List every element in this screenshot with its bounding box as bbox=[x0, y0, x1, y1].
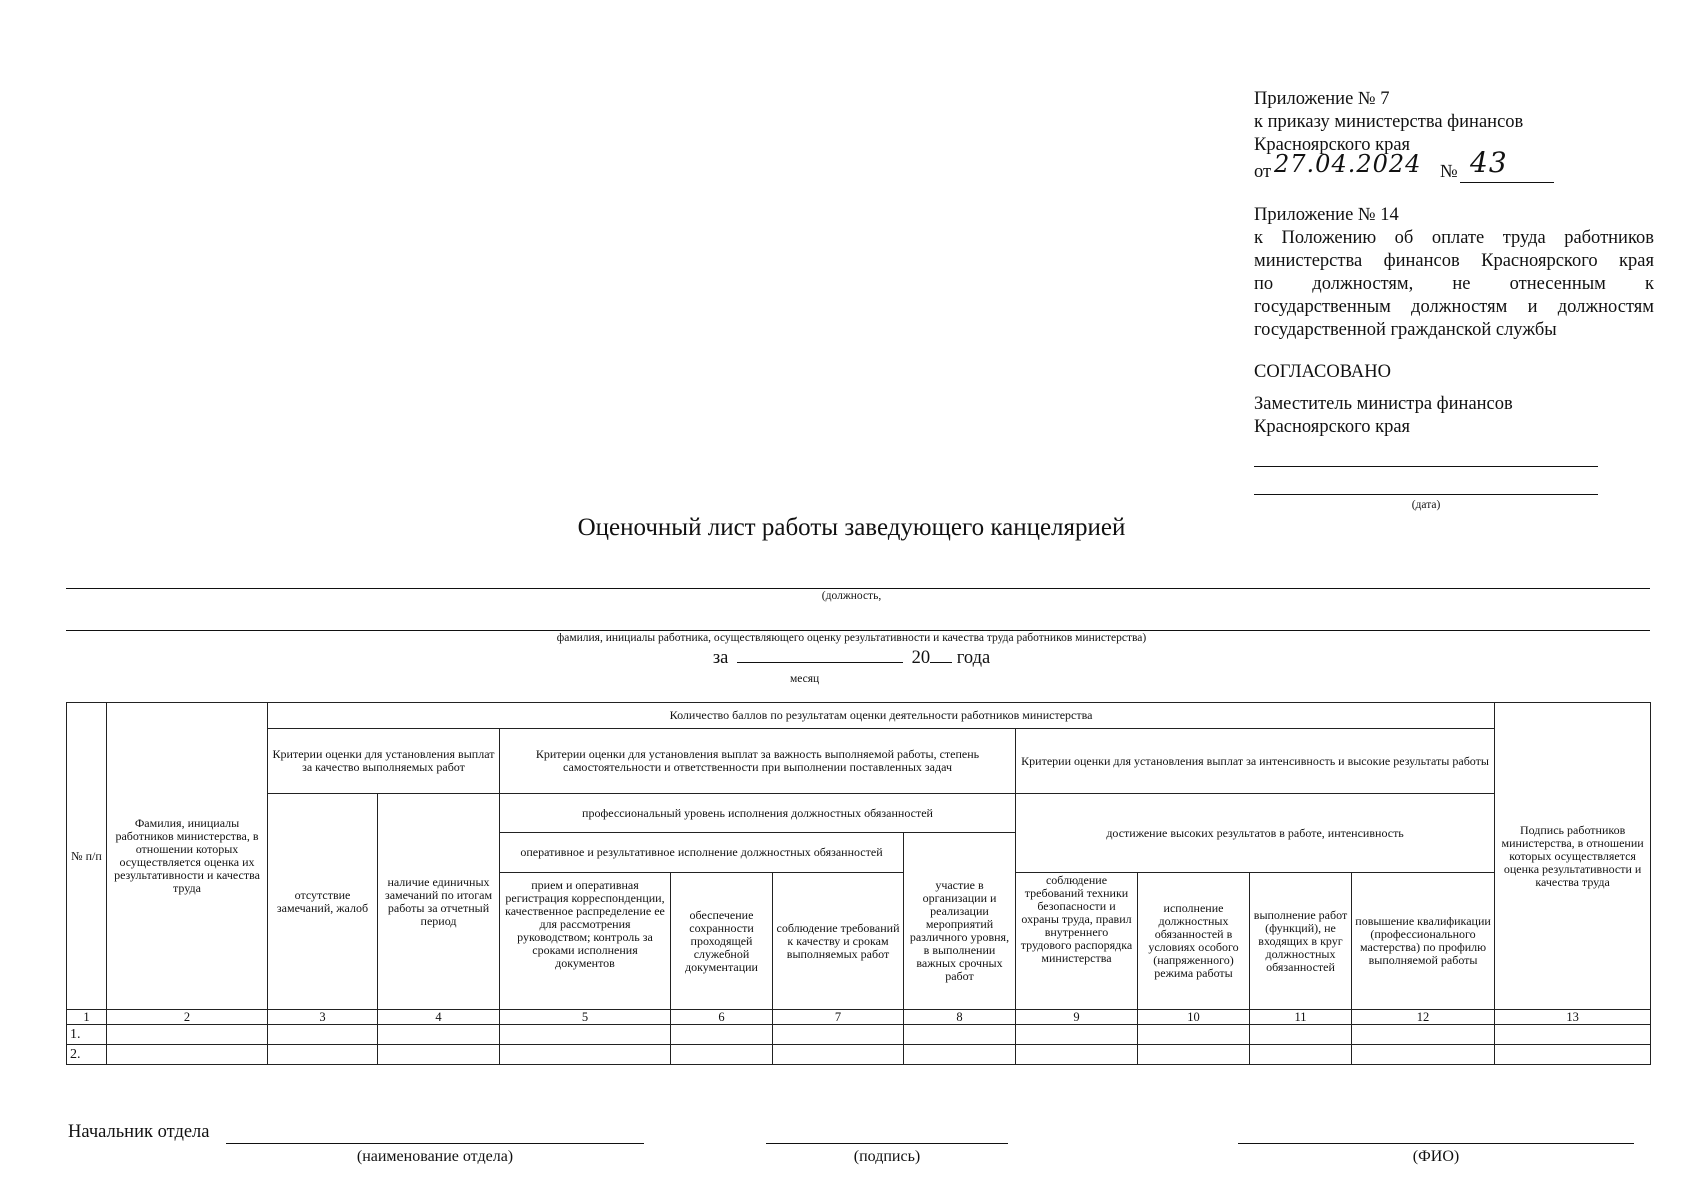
year-blank bbox=[930, 648, 952, 663]
appendix14-line2: к Положению об оплате труда работников bbox=[1254, 228, 1654, 248]
table-cell[interactable] bbox=[904, 1025, 1016, 1045]
table-row bbox=[67, 1045, 1651, 1065]
col7-header: соблюдение требований к качеству и срокам выполняемых работ bbox=[773, 873, 904, 1010]
appendix14-line5: государственным должностям и должностям bbox=[1254, 297, 1654, 317]
order-date-handwritten: 27.04.2024 bbox=[1274, 150, 1422, 178]
appendix7-line1: Приложение № 7 bbox=[1254, 89, 1390, 109]
table-cell[interactable] bbox=[1495, 1025, 1651, 1045]
col9-header: соблюдение требований техники безопасности и охраны труда, правил внутреннего трудового распорядка министерства bbox=[1016, 873, 1138, 1010]
col12-header: повышение квалификации (профессионального мастерства) по профилю выполняемой работы bbox=[1352, 873, 1495, 1010]
row-number: 1. bbox=[67, 1025, 107, 1045]
table-cell[interactable] bbox=[500, 1025, 671, 1045]
group-main-header: Количество баллов по результатам оценки деятельности работников министерства bbox=[268, 703, 1495, 729]
signature-caption: (подпись) bbox=[853, 1148, 921, 1165]
table-cell[interactable] bbox=[1495, 1045, 1651, 1065]
order-number-underline bbox=[1460, 182, 1554, 183]
column-number: 1 bbox=[67, 1010, 107, 1025]
sub-professional-header: профессиональный уровень исполнения должностных обязанностей bbox=[500, 794, 1016, 833]
col-signature-header: Подпись работников министерства, в отношении которых осуществляется оценка результативности и качества труда bbox=[1495, 703, 1651, 1010]
appendix14-line1: Приложение № 14 bbox=[1254, 205, 1399, 225]
table-cell[interactable] bbox=[671, 1045, 773, 1065]
evaluation-table bbox=[66, 702, 1651, 1065]
table-cell[interactable] bbox=[1250, 1025, 1352, 1045]
fio-caption: (ФИО) bbox=[1412, 1148, 1460, 1165]
row-number: 2. bbox=[67, 1045, 107, 1065]
number-prefix: № bbox=[1440, 162, 1458, 182]
col10-header: исполнение должностных обязанностей в условиях особого (напряженного) режима работы bbox=[1138, 873, 1250, 1010]
table-cell[interactable] bbox=[773, 1025, 904, 1045]
order-date-number-line bbox=[1254, 146, 1554, 185]
approval-date-line bbox=[1254, 494, 1598, 495]
group-quality-header: Критерии оценки для установления выплат за качество выполняемых работ bbox=[268, 729, 500, 794]
table-cell[interactable] bbox=[268, 1025, 378, 1045]
department-line bbox=[226, 1143, 644, 1144]
from-prefix: от bbox=[1254, 162, 1272, 182]
fio-line bbox=[1238, 1143, 1634, 1144]
column-number: 8 bbox=[904, 1010, 1016, 1025]
column-number: 2 bbox=[107, 1010, 268, 1025]
col-name-header: Фамилия, инициалы работников министерства, в отношении которых осуществляется оценка их результативности и качества труда bbox=[107, 703, 268, 1010]
group-intensity-header: Критерии оценки для установления выплат за интенсивность и высокие результаты работы bbox=[1016, 729, 1495, 794]
year-prefix: 20 bbox=[911, 648, 931, 668]
appendix14-line4: по должностям, не отнесенным к bbox=[1254, 274, 1654, 294]
column-numbers-row bbox=[67, 1010, 1651, 1025]
col4-header: наличие единичных замечаний по итогам работы за отчетный период bbox=[378, 794, 500, 1010]
table-cell[interactable] bbox=[1250, 1045, 1352, 1065]
column-number: 11 bbox=[1250, 1010, 1352, 1025]
column-number: 10 bbox=[1138, 1010, 1250, 1025]
name-caption: фамилия, инициалы работника, осуществляющего оценку результативности и качества труда работников министерства) bbox=[556, 632, 1147, 644]
column-number: 7 bbox=[773, 1010, 904, 1025]
table-cell[interactable] bbox=[107, 1045, 268, 1065]
col11-header: выполнение работ (функций), не входящих в круг должностных обязанностей bbox=[1250, 873, 1352, 1010]
table-cell[interactable] bbox=[1138, 1025, 1250, 1045]
table-row bbox=[67, 1025, 1651, 1045]
appendix14-block bbox=[1254, 204, 1654, 342]
col3-header: отсутствие замечаний, жалоб bbox=[268, 794, 378, 1010]
appendix7-line2: к приказу министерства финансов bbox=[1254, 112, 1524, 132]
approval-signature-line bbox=[1254, 466, 1598, 467]
sub-operational-header: оперативное и результативное исполнение должностных обязанностей bbox=[500, 833, 904, 873]
appendix7-block bbox=[1254, 88, 1554, 185]
period-prefix: за bbox=[712, 648, 729, 668]
group-importance-header: Критерии оценки для установления выплат за важность выполняемой работы, степень самостоятельности и ответственности при выполнении поставленных задач bbox=[500, 729, 1016, 794]
appendix14-line6: государственной гражданской службы bbox=[1254, 320, 1557, 340]
column-number: 5 bbox=[500, 1010, 671, 1025]
table-cell[interactable] bbox=[1352, 1025, 1495, 1045]
deputy-line1: Заместитель министра финансов bbox=[1254, 394, 1513, 414]
name-line bbox=[66, 630, 1650, 631]
column-number: 4 bbox=[378, 1010, 500, 1025]
department-caption: (наименование отдела) bbox=[356, 1148, 514, 1165]
col6-header: обеспечение сохранности проходящей служебной документации bbox=[671, 873, 773, 1010]
column-number: 6 bbox=[671, 1010, 773, 1025]
page-title: Оценочный лист работы заведующего канцелярией bbox=[577, 514, 1126, 541]
table-cell[interactable] bbox=[1016, 1045, 1138, 1065]
table-cell[interactable] bbox=[1138, 1045, 1250, 1065]
table-cell[interactable] bbox=[671, 1025, 773, 1045]
column-number: 13 bbox=[1495, 1010, 1651, 1025]
order-number-handwritten: 43 bbox=[1470, 146, 1508, 179]
table-cell[interactable] bbox=[1352, 1045, 1495, 1065]
table-cell[interactable] bbox=[1016, 1025, 1138, 1045]
table-cell[interactable] bbox=[378, 1045, 500, 1065]
table-cell[interactable] bbox=[107, 1025, 268, 1045]
table-cell[interactable] bbox=[904, 1045, 1016, 1065]
sub-achievement-header: достижение высоких результатов в работе, интенсивность bbox=[1016, 794, 1495, 873]
column-number: 12 bbox=[1352, 1010, 1495, 1025]
column-number: 3 bbox=[268, 1010, 378, 1025]
appendix7-line3: Красноярского края bbox=[1254, 135, 1411, 155]
table-cell[interactable] bbox=[378, 1025, 500, 1045]
table-cell[interactable] bbox=[500, 1045, 671, 1065]
date-caption: (дата) bbox=[1411, 499, 1441, 511]
approved-label: СОГЛАСОВАНО bbox=[1254, 362, 1391, 382]
table-cell[interactable] bbox=[268, 1045, 378, 1065]
col-number-header: № п/п bbox=[67, 703, 107, 1010]
period-suffix: года bbox=[956, 648, 991, 668]
appendix14-line3: министерства финансов Красноярского края bbox=[1254, 251, 1654, 271]
deputy-line2: Красноярского края bbox=[1254, 417, 1411, 437]
table-cell[interactable] bbox=[773, 1045, 904, 1065]
period-line bbox=[0, 648, 1703, 669]
month-blank bbox=[737, 648, 903, 663]
signature-line bbox=[766, 1143, 1008, 1144]
col8-header: участие в организации и реализации мероприятий различного уровня, в выполнении важных срочных работ bbox=[904, 833, 1016, 1010]
position-line bbox=[66, 588, 1650, 589]
position-caption: (должность, bbox=[821, 590, 882, 602]
col5-header: прием и оперативная регистрация корреспонденции, качественное распределение ее для рассмотрения руководством; контроль за сроками исполнения документов bbox=[500, 873, 671, 1010]
head-of-department-label: Начальник отдела bbox=[68, 1122, 210, 1142]
month-caption: месяц bbox=[790, 673, 820, 685]
column-number: 9 bbox=[1016, 1010, 1138, 1025]
